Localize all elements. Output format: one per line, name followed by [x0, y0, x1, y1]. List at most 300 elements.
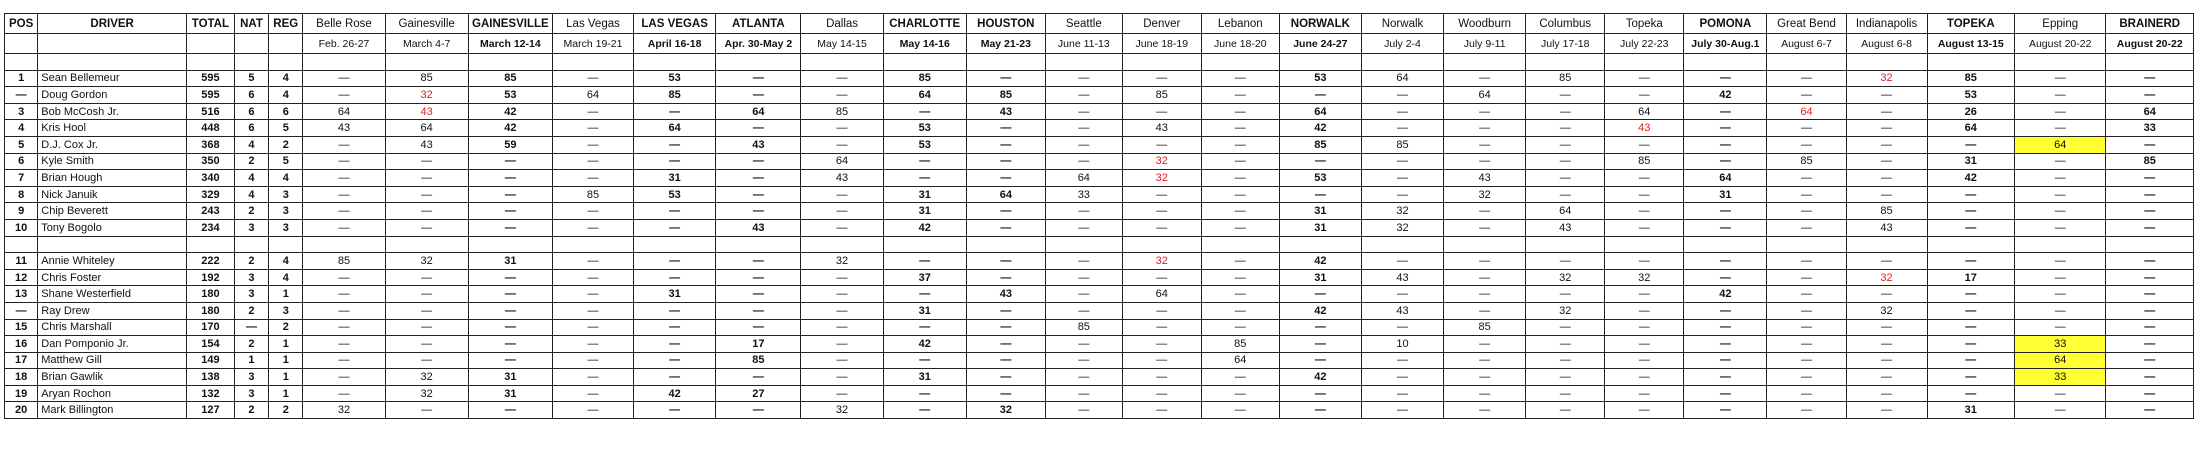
points-cell: — — [1361, 87, 1443, 104]
column-header-dallas: Dallas — [801, 14, 883, 34]
points-cell: 64 — [716, 103, 801, 120]
points-cell: 26 — [1927, 103, 2014, 120]
points-cell: — — [1361, 385, 1443, 402]
points-cell: — — [1684, 203, 1767, 220]
total-points-cell: 448 — [186, 120, 234, 137]
points-cell: — — [1605, 87, 1684, 104]
points-cell: — — [552, 153, 633, 170]
regional-count-cell: 3 — [269, 302, 303, 319]
position-cell: 12 — [5, 269, 38, 286]
regional-count-cell: 1 — [269, 385, 303, 402]
points-cell: — — [1201, 219, 1279, 236]
points-cell: — — [1526, 402, 1605, 419]
position-cell: — — [5, 87, 38, 104]
points-cell: — — [883, 253, 966, 270]
points-cell: — — [1122, 70, 1201, 87]
points-cell: 85 — [883, 70, 966, 87]
points-cell: — — [1444, 286, 1526, 303]
points-cell: — — [1045, 253, 1122, 270]
points-cell: — — [385, 302, 468, 319]
points-cell: — — [303, 153, 385, 170]
points-cell: — — [1767, 120, 1846, 137]
empty-cell — [468, 54, 552, 71]
points-cell: — — [1684, 302, 1767, 319]
points-cell: — — [1045, 269, 1122, 286]
points-cell: 42 — [1684, 286, 1767, 303]
points-cell: — — [552, 203, 633, 220]
empty-cell — [38, 236, 187, 253]
empty-cell — [883, 54, 966, 71]
points-cell: — — [716, 286, 801, 303]
empty-cell — [1846, 54, 1927, 71]
column-date-norwalk: July 2-4 — [1361, 34, 1443, 54]
points-cell: — — [468, 286, 552, 303]
points-cell: — — [966, 70, 1045, 87]
points-cell: 33 — [1045, 186, 1122, 203]
points-cell: — — [1045, 136, 1122, 153]
points-cell: — — [1122, 402, 1201, 419]
points-cell: 31 — [468, 369, 552, 386]
points-cell: 43 — [303, 120, 385, 137]
points-cell: — — [966, 136, 1045, 153]
position-cell: 18 — [5, 369, 38, 386]
points-cell: — — [1767, 170, 1846, 187]
points-cell: 85 — [1846, 203, 1927, 220]
points-cell: — — [1361, 319, 1443, 336]
total-points-cell: 222 — [186, 253, 234, 270]
points-cell: — — [1279, 153, 1361, 170]
points-cell: — — [1201, 302, 1279, 319]
points-cell: — — [2014, 70, 2106, 87]
empty-cell — [38, 54, 187, 71]
points-cell: 42 — [883, 336, 966, 353]
column-date-pomona: July 30-Aug.1 — [1684, 34, 1767, 54]
points-cell: 43 — [1444, 170, 1526, 187]
empty-cell — [801, 54, 883, 71]
points-cell: — — [2106, 70, 2194, 87]
empty-cell — [1201, 236, 1279, 253]
total-points-cell: 138 — [186, 369, 234, 386]
points-cell: 43 — [1122, 120, 1201, 137]
points-cell: 31 — [468, 253, 552, 270]
points-cell: — — [1927, 203, 2014, 220]
points-cell: — — [1846, 336, 1927, 353]
empty-cell — [1045, 236, 1122, 253]
national-count-cell: 3 — [234, 286, 268, 303]
points-cell: — — [303, 219, 385, 236]
points-cell: 31 — [468, 385, 552, 402]
points-cell: — — [1846, 402, 1927, 419]
points-cell: — — [966, 319, 1045, 336]
points-cell: — — [1767, 203, 1846, 220]
points-cell: — — [716, 269, 801, 286]
points-cell: 32 — [303, 402, 385, 419]
points-cell: — — [1767, 70, 1846, 87]
empty-cell — [186, 236, 234, 253]
points-cell: 42 — [1279, 253, 1361, 270]
points-cell: 32 — [801, 253, 883, 270]
points-cell: — — [1201, 319, 1279, 336]
points-cell: 17 — [1927, 269, 2014, 286]
points-cell: — — [1846, 170, 1927, 187]
points-cell: — — [2106, 269, 2194, 286]
points-cell: — — [883, 170, 966, 187]
column-date-driver — [38, 34, 187, 54]
points-cell: — — [2106, 203, 2194, 220]
empty-cell — [1684, 236, 1767, 253]
column-header-reg: REG — [269, 14, 303, 34]
points-cell: — — [1846, 153, 1927, 170]
column-date-belle-rose: Feb. 26-27 — [303, 34, 385, 54]
position-cell: 16 — [5, 336, 38, 353]
points-cell: 32 — [801, 402, 883, 419]
points-cell: — — [385, 352, 468, 369]
points-cell: 43 — [801, 170, 883, 187]
points-cell: — — [801, 385, 883, 402]
points-cell: — — [1767, 352, 1846, 369]
empty-cell — [552, 236, 633, 253]
points-cell: 85 — [966, 87, 1045, 104]
points-cell: 43 — [966, 103, 1045, 120]
points-cell: — — [1767, 385, 1846, 402]
points-cell: — — [1526, 120, 1605, 137]
points-cell: — — [1361, 253, 1443, 270]
column-date-gainesville: March 4-7 — [385, 34, 468, 54]
points-cell: — — [801, 203, 883, 220]
points-cell: — — [966, 269, 1045, 286]
points-cell: — — [883, 352, 966, 369]
points-cell: — — [303, 319, 385, 336]
points-cell: — — [1605, 186, 1684, 203]
points-cell: — — [1684, 319, 1767, 336]
points-cell: 42 — [1927, 170, 2014, 187]
points-cell: — — [801, 286, 883, 303]
column-header-pos: POS — [5, 14, 38, 34]
points-cell: — — [1526, 336, 1605, 353]
points-cell: 53 — [1279, 70, 1361, 87]
points-cell: — — [716, 87, 801, 104]
points-cell: 64 — [1045, 170, 1122, 187]
total-points-cell: 329 — [186, 186, 234, 203]
points-cell: — — [1045, 336, 1122, 353]
points-cell: — — [1846, 120, 1927, 137]
points-cell: 42 — [1684, 87, 1767, 104]
position-cell: 15 — [5, 319, 38, 336]
points-cell: 85 — [634, 87, 716, 104]
points-cell: — — [1605, 385, 1684, 402]
points-cell: — — [1605, 352, 1684, 369]
driver-name-cell: Nick Januik — [38, 186, 187, 203]
points-cell: — — [385, 153, 468, 170]
table-row — [5, 402, 2194, 419]
points-cell: — — [552, 385, 633, 402]
points-cell: — — [1444, 402, 1526, 419]
column-header-topeka: TOPEKA — [1927, 14, 2014, 34]
empty-cell — [966, 236, 1045, 253]
points-cell: — — [634, 319, 716, 336]
points-cell: 64 — [1927, 120, 2014, 137]
national-count-cell: 1 — [234, 352, 268, 369]
points-cell: — — [883, 103, 966, 120]
standings-sheet — [4, 13, 2194, 419]
national-count-cell: 3 — [234, 369, 268, 386]
points-cell: — — [1526, 369, 1605, 386]
points-cell: — — [634, 369, 716, 386]
points-cell: — — [716, 153, 801, 170]
points-cell: — — [1684, 336, 1767, 353]
regional-count-cell: 5 — [269, 120, 303, 137]
points-cell: 32 — [1846, 302, 1927, 319]
points-cell: 31 — [634, 286, 716, 303]
total-points-cell: 595 — [186, 70, 234, 87]
points-cell: — — [552, 269, 633, 286]
points-cell: — — [385, 319, 468, 336]
column-date-seattle: June 11-13 — [1045, 34, 1122, 54]
empty-cell — [468, 236, 552, 253]
regional-count-cell: 3 — [269, 203, 303, 220]
table-row — [5, 186, 2194, 203]
points-cell: 85 — [1201, 336, 1279, 353]
driver-name-cell: Annie Whiteley — [38, 253, 187, 270]
column-date-woodburn: July 9-11 — [1444, 34, 1526, 54]
points-cell: — — [1526, 186, 1605, 203]
points-cell: — — [1605, 136, 1684, 153]
points-cell: — — [303, 136, 385, 153]
points-cell: — — [1767, 286, 1846, 303]
points-cell: — — [2014, 120, 2106, 137]
driver-name-cell: Brian Gawlik — [38, 369, 187, 386]
regional-count-cell: 5 — [269, 153, 303, 170]
points-cell: — — [2106, 170, 2194, 187]
table-row — [5, 153, 2194, 170]
points-cell: — — [1684, 253, 1767, 270]
points-cell: — — [468, 153, 552, 170]
points-cell: — — [2014, 286, 2106, 303]
points-cell: 64 — [552, 87, 633, 104]
points-cell: — — [883, 286, 966, 303]
driver-name-cell: Sean Bellemeur — [38, 70, 187, 87]
points-cell: — — [552, 170, 633, 187]
empty-cell — [1927, 54, 2014, 71]
empty-cell — [1444, 236, 1526, 253]
empty-cell — [186, 54, 234, 71]
national-count-cell: 4 — [234, 186, 268, 203]
column-date-indianapolis: August 6-8 — [1846, 34, 1927, 54]
points-cell: — — [1927, 352, 2014, 369]
points-cell: — — [385, 219, 468, 236]
points-cell: — — [2106, 219, 2194, 236]
points-cell: — — [2106, 286, 2194, 303]
points-cell: — — [1927, 286, 2014, 303]
points-cell: — — [1279, 385, 1361, 402]
points-cell: — — [1927, 385, 2014, 402]
points-cell: — — [634, 153, 716, 170]
points-cell: — — [1846, 186, 1927, 203]
empty-cell — [2106, 236, 2194, 253]
points-cell: 53 — [883, 120, 966, 137]
points-cell: — — [385, 203, 468, 220]
points-cell: — — [1045, 70, 1122, 87]
points-cell: 32 — [1526, 302, 1605, 319]
empty-cell — [1605, 236, 1684, 253]
points-cell: — — [1526, 153, 1605, 170]
points-cell: — — [2014, 186, 2106, 203]
points-cell: — — [468, 219, 552, 236]
points-cell: — — [1444, 385, 1526, 402]
points-cell: — — [966, 219, 1045, 236]
points-cell: — — [552, 219, 633, 236]
points-cell: — — [552, 253, 633, 270]
regional-count-cell: 6 — [269, 103, 303, 120]
points-cell: — — [1526, 385, 1605, 402]
points-cell: 53 — [634, 70, 716, 87]
regional-count-cell: 4 — [269, 170, 303, 187]
empty-cell — [1201, 54, 1279, 71]
points-cell: — — [1684, 385, 1767, 402]
regional-count-cell: 4 — [269, 269, 303, 286]
points-cell: 32 — [385, 253, 468, 270]
empty-cell — [1361, 54, 1443, 71]
points-cell: — — [1279, 186, 1361, 203]
points-cell: — — [2014, 385, 2106, 402]
empty-cell — [966, 54, 1045, 71]
national-count-cell: 3 — [234, 219, 268, 236]
column-header-houston: HOUSTON — [966, 14, 1045, 34]
points-cell: — — [2014, 87, 2106, 104]
points-cell: — — [716, 302, 801, 319]
column-header-norwalk: Norwalk — [1361, 14, 1443, 34]
points-cell: 32 — [1846, 269, 1927, 286]
empty-cell — [5, 236, 38, 253]
position-cell: 8 — [5, 186, 38, 203]
points-cell: — — [1045, 402, 1122, 419]
points-cell: — — [1684, 103, 1767, 120]
points-cell: — — [1444, 302, 1526, 319]
position-cell: 6 — [5, 153, 38, 170]
points-cell: — — [303, 70, 385, 87]
empty-cell — [716, 54, 801, 71]
points-cell: — — [1605, 170, 1684, 187]
position-cell: — — [5, 302, 38, 319]
regional-count-cell: 1 — [269, 336, 303, 353]
points-cell: — — [1279, 87, 1361, 104]
points-cell: — — [1526, 103, 1605, 120]
points-cell: 32 — [1122, 170, 1201, 187]
points-cell: — — [1361, 352, 1443, 369]
points-cell: — — [634, 302, 716, 319]
spacer-row — [5, 54, 2194, 71]
position-cell: 5 — [5, 136, 38, 153]
points-cell: 32 — [385, 369, 468, 386]
points-cell: 32 — [1361, 203, 1443, 220]
national-count-cell: 3 — [234, 269, 268, 286]
total-points-cell: 149 — [186, 352, 234, 369]
points-cell: — — [303, 352, 385, 369]
national-count-cell: 4 — [234, 136, 268, 153]
column-date-brainerd: August 20-22 — [2106, 34, 2194, 54]
points-cell: — — [1605, 203, 1684, 220]
points-cell: — — [801, 269, 883, 286]
column-date-epping: August 20-22 — [2014, 34, 2106, 54]
driver-name-cell: Chip Beverett — [38, 203, 187, 220]
empty-cell — [1122, 236, 1201, 253]
points-cell: 53 — [468, 87, 552, 104]
points-cell: — — [1846, 369, 1927, 386]
points-cell: — — [1045, 103, 1122, 120]
points-cell: — — [385, 286, 468, 303]
points-cell: 31 — [883, 186, 966, 203]
driver-name-cell: Tony Bogolo — [38, 219, 187, 236]
empty-cell — [2014, 236, 2106, 253]
points-cell: — — [303, 336, 385, 353]
points-cell: 64 — [1201, 352, 1279, 369]
national-count-cell: 2 — [234, 253, 268, 270]
points-cell: — — [883, 385, 966, 402]
driver-name-cell: Bob McCosh Jr. — [38, 103, 187, 120]
points-cell: — — [1361, 120, 1443, 137]
empty-cell — [1045, 54, 1122, 71]
points-cell: — — [966, 352, 1045, 369]
empty-cell — [1526, 54, 1605, 71]
points-cell: — — [634, 336, 716, 353]
points-cell: — — [1605, 70, 1684, 87]
total-points-cell: 340 — [186, 170, 234, 187]
points-cell: — — [2014, 203, 2106, 220]
empty-cell — [883, 236, 966, 253]
points-cell: — — [716, 186, 801, 203]
total-points-cell: 132 — [186, 385, 234, 402]
points-cell: — — [303, 369, 385, 386]
points-cell: — — [552, 103, 633, 120]
points-cell: — — [966, 385, 1045, 402]
points-cell: — — [2014, 402, 2106, 419]
position-cell: 10 — [5, 219, 38, 236]
points-cell: — — [2106, 302, 2194, 319]
points-cell: — — [1122, 186, 1201, 203]
points-cell: 85 — [1045, 319, 1122, 336]
points-cell: — — [2014, 269, 2106, 286]
points-cell: — — [966, 153, 1045, 170]
points-cell: — — [716, 253, 801, 270]
points-cell: 85 — [1526, 70, 1605, 87]
points-cell: 85 — [1361, 136, 1443, 153]
points-cell: — — [552, 352, 633, 369]
national-count-cell: 3 — [234, 385, 268, 402]
points-cell: — — [966, 203, 1045, 220]
column-header-denver: Denver — [1122, 14, 1201, 34]
points-cell: — — [1201, 286, 1279, 303]
points-cell: 85 — [1279, 136, 1361, 153]
points-cell: — — [1444, 136, 1526, 153]
empty-cell — [385, 54, 468, 71]
points-cell: 32 — [1122, 153, 1201, 170]
points-cell: — — [1444, 253, 1526, 270]
empty-cell — [1279, 54, 1361, 71]
points-cell: — — [1279, 336, 1361, 353]
points-cell: — — [1045, 352, 1122, 369]
points-cell: — — [2106, 336, 2194, 353]
points-cell: — — [2106, 87, 2194, 104]
empty-cell — [716, 236, 801, 253]
position-cell: 1 — [5, 70, 38, 87]
national-count-cell: 4 — [234, 170, 268, 187]
points-cell: — — [1122, 385, 1201, 402]
points-cell: 64 — [385, 120, 468, 137]
points-cell: 85 — [716, 352, 801, 369]
points-cell: 31 — [1279, 219, 1361, 236]
points-cell: — — [303, 203, 385, 220]
points-cell: — — [385, 186, 468, 203]
